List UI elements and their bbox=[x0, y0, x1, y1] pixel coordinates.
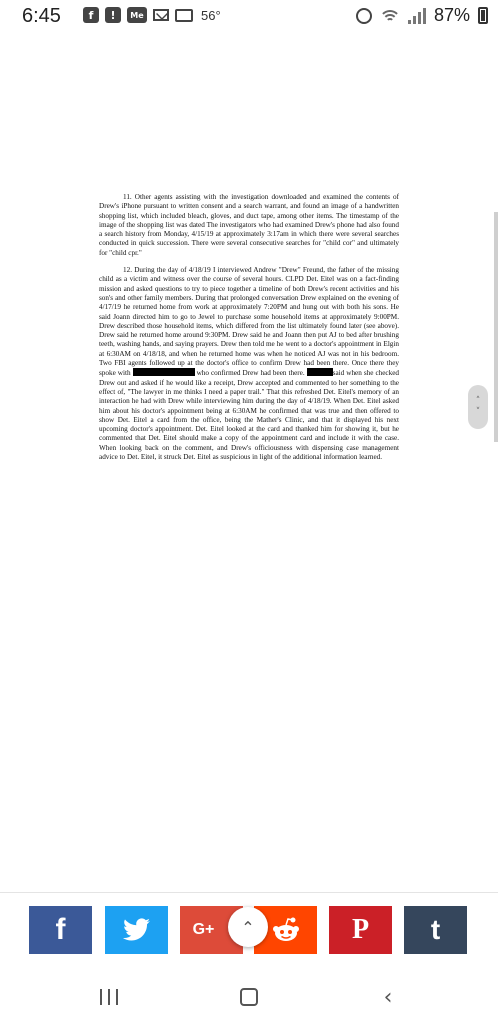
twitter-icon bbox=[123, 918, 151, 942]
status-time: 6:45 bbox=[22, 5, 61, 27]
navigation-bar bbox=[0, 970, 498, 1024]
facebook-icon: f bbox=[55, 913, 66, 946]
battery-icon bbox=[478, 7, 488, 24]
signal-icon bbox=[408, 8, 426, 24]
pinterest-share-button[interactable] bbox=[329, 906, 392, 954]
twitter-share-button[interactable] bbox=[105, 906, 168, 954]
mail-icon bbox=[153, 9, 169, 21]
share-divider bbox=[0, 892, 498, 893]
back-icon: ‹ bbox=[383, 984, 393, 1010]
paragraph-12 bbox=[99, 266, 399, 462]
camera-icon bbox=[175, 9, 193, 22]
home-icon bbox=[240, 988, 258, 1006]
scroll-to-top-button[interactable] bbox=[228, 907, 268, 947]
back-button[interactable] bbox=[368, 982, 408, 1012]
recents-button[interactable] bbox=[89, 982, 129, 1012]
alarm-icon bbox=[356, 8, 372, 24]
home-button[interactable] bbox=[229, 982, 269, 1012]
notification-icons bbox=[83, 7, 221, 23]
paragraph-11: 11. Other agents assisting with the investigation downloaded and examined the contents of Drew's iPhone pursuant to written consent and a search warrant, and found an image of a handwritten shopping list, which included bleach, gloves, and duct tape, among other items. The timestamp of the image of the shopping list was dated The investigators who had examined Drew's phone had also found a search history from Monday, 4/15/19 at approximately 3:17am in which there were several searches conducted in quick succession. There were several consecutive searches for "child cor" and ultimately for "child cpr." bbox=[99, 193, 399, 257]
tumblr-icon: t bbox=[430, 914, 441, 945]
battery-percent: 87% bbox=[433, 5, 470, 25]
paragraph-12-text-b: who confirmed Drew had been there. bbox=[196, 369, 305, 378]
wifi-icon bbox=[380, 8, 400, 24]
document-page bbox=[99, 193, 399, 470]
double-chevron-up-icon: ⌃ bbox=[241, 917, 255, 937]
paragraph-12-text-c: said when she checked Drew out and asked if he would like a receipt, Drew accepted and commented to her something to the effect of, "The lawyer in me thinks I need a paper trail." That this refreshed Det. Eitel's memory of an interaction he had with Drew while interviewing him during the day of 4/18/19. When Det. Eitel asked him about his doctor's appointment being at 6:30AM he confirmed that was true and then offered to show Det. Eitel a card from the office, being the Mather's Clinic, and that it displayed his next upcoming doctor's appointment. Det. Eitel looked at the card and thanked him for showing it, but he commented that Det. Eitel should make a copy of the appointment card and include it with the case. When looking back on the comment, and Drew's officiousness with dispensing case management advice to Det. Eitel, it struck Det. Eitel as suspicious in light of the additional information learned. bbox=[99, 369, 399, 462]
alert-icon: ! bbox=[105, 7, 121, 23]
facebook-share-button[interactable] bbox=[29, 906, 92, 954]
system-icons bbox=[356, 5, 488, 26]
page-edge bbox=[494, 212, 498, 442]
status-temperature: 56° bbox=[201, 7, 221, 23]
recents-icon bbox=[97, 989, 121, 1005]
redaction-bar bbox=[307, 368, 333, 376]
scroll-handle[interactable] bbox=[468, 385, 488, 429]
reddit-icon bbox=[271, 917, 301, 943]
redaction-bar bbox=[133, 368, 195, 376]
google-plus-icon: G+ bbox=[192, 921, 215, 938]
tumblr-share-button[interactable] bbox=[404, 906, 467, 954]
facebook-icon: f bbox=[83, 7, 99, 23]
chevron-up-icon: ˄ bbox=[475, 396, 481, 406]
chevron-down-icon: ˅ bbox=[475, 407, 481, 417]
paragraph-12-text-a: 12. During the day of 4/18/19 I interviewed Andrew "Drew" Freund, the father of the missing child as a victim and witness over the course of several hours. CLPD Det. Eitel was on a fact-finding mission and asked questions to try to piece together a timeline of both Drew's recent activities and his son's and other family members. During that prolonged conversation Drew explained on the evening of 4/17/19 he returned home from work at approximately 7:20PM and hung out with both his sons. He said Joann directed him to go to Jewel to purchase some household items at approximately 9:00PM. Drew described those household items, which differed from the list ultimately found later (see above). Drew said he returned home around 9:30PM. Drew said he and Joann then put AJ to bed after brushing teeth, washing hands, and saying prayers. Drew then told me he went to a doctor's appointment in Elgin at 6:30AM on 4/18/18, and when he returned home was when he noticed AJ was not in his bedroom. Two FBI agents followed up at the doctor's office to confirm Drew had been there. Once there they spoke with bbox=[99, 266, 399, 378]
faded-background-text bbox=[100, 958, 400, 966]
messenger-icon: Me bbox=[127, 7, 147, 23]
status-bar bbox=[0, 0, 498, 32]
pinterest-icon: P bbox=[351, 914, 370, 945]
